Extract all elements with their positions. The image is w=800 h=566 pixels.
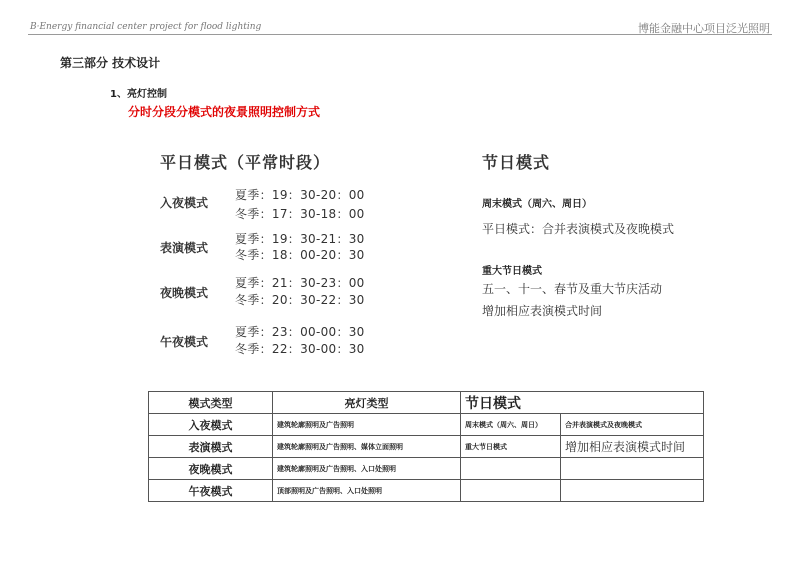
table-header-row [149, 392, 704, 414]
cell-holiday-a: 重大节日模式 [461, 436, 561, 458]
major-holiday-text-1: 五一、十一、春节及重大节庆活动 [482, 282, 663, 296]
header-project-name-cn: 博能金融中心项目泛光照明 [638, 22, 770, 35]
time-winter-dusk: 冬季：17：30-18：00 [235, 207, 365, 221]
mode-label-dusk: 入夜模式 [160, 196, 209, 210]
cell-mode: 夜晚模式 [149, 458, 273, 480]
cell-mode: 午夜模式 [149, 480, 273, 502]
time-winter-show: 冬季：18：00-20：30 [235, 248, 365, 262]
time-summer-night: 夏季：21：30-23：00 [235, 276, 365, 290]
cell-lighting: 建筑轮廓照明及广告照明 [273, 414, 461, 436]
time-summer-midnight: 夏季：23：00-00：30 [235, 325, 365, 339]
section-title: 第三部分 技术设计 [60, 56, 161, 70]
cell-holiday-b [561, 480, 704, 502]
cell-mode: 表演模式 [149, 436, 273, 458]
mode-summary-table [148, 391, 704, 502]
cell-lighting: 顶部照明及广告照明、入口处照明 [273, 480, 461, 502]
cell-holiday-a [461, 458, 561, 480]
major-holiday-label: 重大节日模式 [482, 266, 542, 277]
header-divider [28, 34, 772, 35]
time-summer-dusk: 夏季：19：30-20：00 [235, 188, 365, 202]
weekday-mode-title: 平日模式（平常时段） [160, 153, 331, 172]
table-row [149, 480, 704, 502]
time-summer-show: 夏季：19：30-21：30 [235, 232, 365, 246]
th-mode-type: 模式类型 [149, 392, 273, 414]
subsection-title: 1、亮灯控制 [110, 89, 167, 100]
mode-label-night: 夜晚模式 [160, 286, 209, 300]
major-holiday-text-2: 增加相应表演模式时间 [482, 304, 603, 318]
cell-holiday-a [461, 480, 561, 502]
time-winter-midnight: 冬季：22：30-00：30 [235, 342, 365, 356]
cell-holiday-a: 周末模式（周六、周日） [461, 414, 561, 436]
cell-holiday-b [561, 458, 704, 480]
th-holiday-mode: 节日模式 [461, 392, 704, 414]
red-subtitle: 分时分段分模式的夜景照明控制方式 [128, 105, 321, 119]
table-row [149, 414, 704, 436]
cell-lighting: 建筑轮廓照明及广告照明、媒体立面照明 [273, 436, 461, 458]
table-row [149, 458, 704, 480]
th-lighting-type: 亮灯类型 [273, 392, 461, 414]
table-row [149, 436, 704, 458]
mode-label-show: 表演模式 [160, 241, 209, 255]
cell-holiday-b: 增加相应表演模式时间 [561, 436, 704, 458]
holiday-mode-title: 节日模式 [482, 153, 551, 172]
mode-label-midnight: 午夜模式 [160, 335, 209, 349]
header-project-name-en: B·Energy financial center project for flood lighting [30, 22, 262, 32]
weekend-mode-label: 周末模式（周六、周日） [482, 199, 592, 210]
cell-lighting: 建筑轮廓照明及广告照明、入口处照明 [273, 458, 461, 480]
time-winter-night: 冬季：20：30-22：30 [235, 293, 365, 307]
weekend-mode-text: 平日模式：合并表演模式及夜晚模式 [482, 222, 675, 236]
cell-mode: 入夜模式 [149, 414, 273, 436]
cell-holiday-b: 合并表演模式及夜晚模式 [561, 414, 704, 436]
